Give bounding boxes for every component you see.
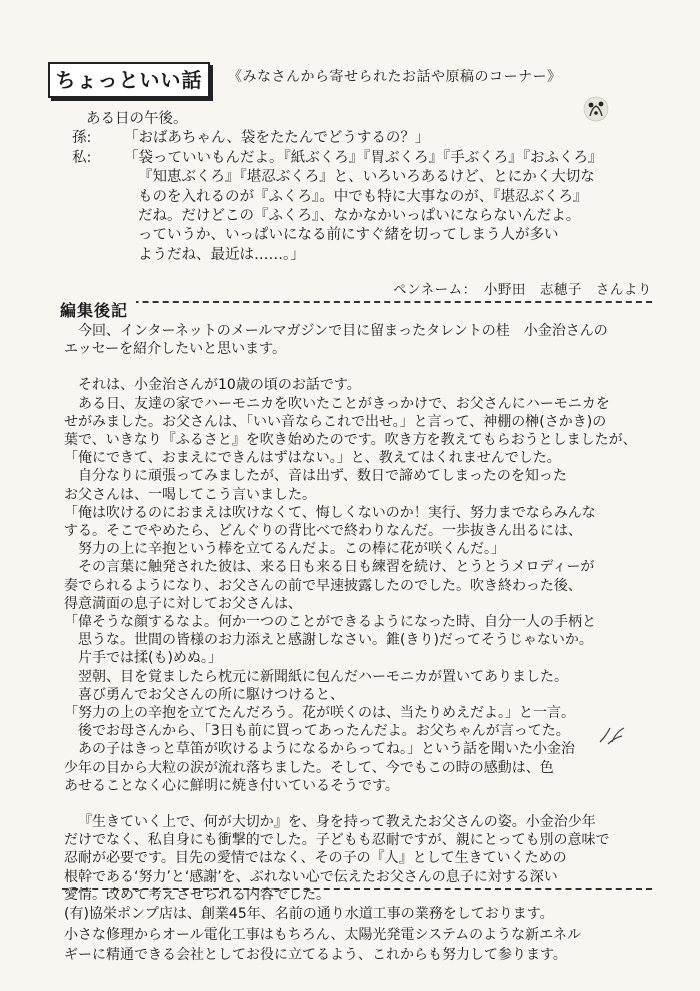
corner-title: ちょっといい話: [48, 62, 210, 98]
speaker-text: 「袋っていいもんだよ。『紙ぶくろ』『胃ぶくろ』『手ぶくろ』『おふくろ』: [124, 149, 603, 166]
editorial-line: 喜び勇んでお父さんの所に駆けつけると、: [78, 686, 344, 703]
story-continuation: ようだね、最近は……。」: [138, 246, 305, 263]
grass-sprig-icon: [596, 722, 628, 748]
editorial-line: その言葉に触発された彼は、来る日も来る日も練習を続け、とうとうメロディーが: [78, 559, 595, 576]
footer-line: ギーに精通できる会社としてお役に立てるよう、これからも努力して参ります。: [64, 947, 567, 963]
editorial-line: せがみました。お父さんは、「いい音ならこれで出せ。」と言って、神棚の榊(さかき)の: [64, 413, 607, 430]
company-footer: [64, 904, 664, 966]
paragraph-gap: [64, 795, 664, 813]
editorial-line: 今回、インターネットのメールマガジンで目に留まったタレントの桂 小金治さんの: [78, 323, 608, 339]
footer-line: 小さな修理からオール電化工事はもちろん、太陽光発電システムのような新エネル: [64, 926, 582, 943]
speaker-label: 私:: [72, 149, 92, 166]
editorial-line: 忍耐が必要です。目先の愛情ではなく、その子の『人』として生きていくための: [64, 850, 567, 867]
story-continuation: 『知恵ぶくろ』『堪忍ぶくろ』と、いろいろあるけど、とにかく大切な: [138, 169, 595, 186]
editorial-line: 『生きていく上で、何が大切か』を、身を持って教えたお父さんの姿。小金治少年: [78, 814, 596, 831]
story-block: [72, 110, 632, 265]
editorial-line: 少年の目から大粒の涙が流れ落ちました。そして、今でもこの時の感動は、色: [64, 759, 554, 776]
story-continuation: だね。だけどこの『ふくろ』、なかなかいっぱいにならないんだよ。: [138, 208, 581, 225]
footer-divider: [62, 888, 652, 890]
footer-line: (有)協栄ポンプ店は、創業45年、名前の通り水道工事の業務をしております。: [64, 906, 554, 922]
section-divider: [62, 301, 652, 303]
editorial-line: だけでなく、私自身にも衝撃的でした。子どもも忍耐ですが、親にとっても別の意味で: [64, 832, 610, 849]
editorial-line: 「俺にできて、おまえにできんはずはない。」と、教えてはくれませんでした。: [64, 450, 561, 467]
pen-name-credit: ペンネーム： 小野田 志穂子 さんより: [393, 282, 652, 298]
speaker-text: 「おばあちゃん、袋をたたんでどうするの？」: [124, 130, 430, 147]
editorial-line: 「俺は吹けるのにおまえは吹けなくて、悔しくないのか！実行、努力までならみんな: [64, 504, 596, 521]
story-line: [72, 129, 632, 148]
editorial-line: 葉で、いきなり『ふるさと』を吹き始めたのです。吹き方を教えてもらおうとしましたが、: [64, 432, 637, 449]
editorial-line: 「偉そうな顔するなよ。何か一つのことができるようになった時、自分一人の手柄と: [64, 614, 596, 631]
corner-subtitle: 《みなさんから寄せられたお話や原稿のコーナー》: [228, 69, 562, 85]
paragraph-gap: [64, 358, 664, 376]
editorial-line: エッセーを紹介したいと思います。: [64, 341, 287, 358]
editorial-line: 得意満面の息子に対してお父さんは、: [64, 595, 302, 612]
editorial-line: 奏でられるようになり、お父さんの前で早速披露したのでした。吹き終わった後、: [64, 577, 582, 594]
editorial-line: 自分なりに頑張ってみましたが、音は出ず、数日で諦めてしまったのを知った: [78, 468, 567, 485]
editorial-line: 努力の上に辛抱という棒を立てるんだよ。この棒に花が咲くんだ。」: [78, 541, 505, 558]
editorial-line: 片手では揉(も)めぬ。」: [78, 650, 222, 667]
editorial-line: お父さんは、一喝してこう言いました。: [64, 486, 316, 503]
editorial-line: する。そこでやめたら、どんぐりの背比べで終わりなんだ。一歩抜きん出るには、: [64, 523, 582, 540]
editorial-line: 根幹である‘努力’と‘感謝’を、ぶれない心で伝えたお父さんの息子に対する深い: [64, 868, 558, 885]
editorial-line: 「努力の上の辛抱を立てたんだろう。花が咲くのは、当たりめえだよ。」と一言。: [64, 705, 575, 722]
story-continuation: ものを入れるのが『ふくろ』。中でも特に大事なのが、『堪忍ぶくろ』: [138, 188, 588, 205]
editorial-line: あの子はきっと草笛が吹けるようになるからってね。」という話を聞いた小金治: [78, 741, 575, 758]
story-line: [72, 149, 632, 168]
editorial-line: 翌朝、目を覚ましたら枕元に新聞紙に包んだハーモニカが置いてありました。: [78, 668, 568, 685]
story-continuation: っていうか、いっぱいになる前にすぐ緒を切ってしまう人が多い: [138, 227, 559, 244]
speaker-label: 孫:: [72, 130, 92, 147]
editorial-line: 愛情。改めて考えさせられる内容でした。: [64, 886, 330, 903]
editorial-body: [64, 322, 664, 904]
editorial-title: 編集後記: [60, 298, 136, 321]
editorial-line: あせることなく心に鮮明に焼き付いているそうです。: [64, 777, 399, 794]
editorial-line: 後でお母さんから、「3日も前に買ってあったんだよ。お父ちゃんが言ってた。: [78, 723, 570, 740]
editorial-line: それは、小金治さんが10歳の頃のお話です。: [78, 377, 361, 394]
editorial-line: 思うな。世間の皆様のお力添えと感謝しなさい。錐(きり)だってそうじゃないか。: [78, 632, 593, 649]
editorial-line: ある日、友達の家でハーモニカを吹いたことがきっかけで、お父さんにハーモニカを: [78, 395, 610, 412]
story-intro: ある日の午後。: [86, 111, 188, 127]
